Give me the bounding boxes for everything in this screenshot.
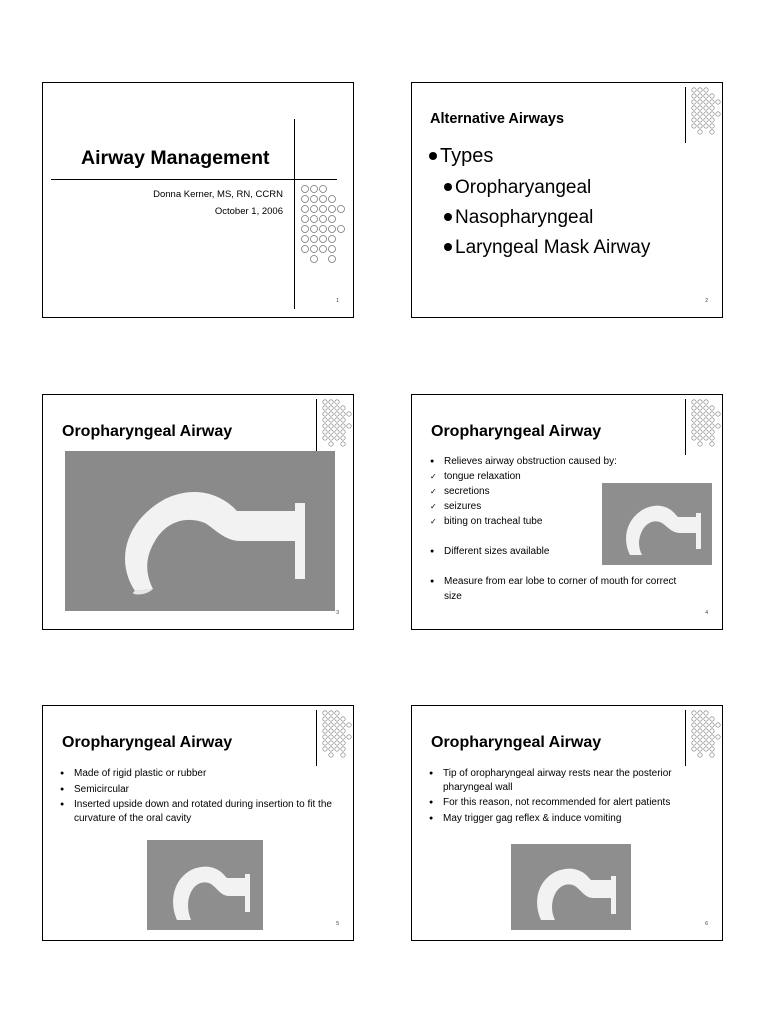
bullet-dot-icon: ● xyxy=(430,578,435,585)
check-icon: ✓ xyxy=(430,517,437,526)
slide-title: Oropharyngeal Airway xyxy=(431,734,602,751)
page-number: 5 xyxy=(336,921,339,927)
check-icon: ✓ xyxy=(430,502,437,511)
vertical-divider-line xyxy=(685,87,686,143)
sub-bullet: Nasopharyngeal xyxy=(444,207,593,229)
bullet-list xyxy=(429,767,711,825)
slide-3 xyxy=(42,394,354,630)
slide-title: Alternative Airways xyxy=(430,111,565,127)
airway-photo xyxy=(147,840,263,930)
bullet-list xyxy=(60,767,342,825)
bullet-dot-icon: ● xyxy=(60,785,65,793)
check-icon: ✓ xyxy=(430,487,437,496)
page-number: 3 xyxy=(336,610,339,616)
sub-bullet: Oropharyangeal xyxy=(444,177,591,199)
bullet-dot-icon: ● xyxy=(429,770,434,777)
page-number: 4 xyxy=(705,610,708,616)
bullet-dot-icon: ● xyxy=(60,801,65,808)
page-number: 1 xyxy=(336,298,339,304)
bullet-dot-icon: ● xyxy=(429,799,434,806)
bullet-dot-icon: ● xyxy=(430,548,435,555)
main-bullet: Types xyxy=(429,145,493,168)
list-item: ● Made of rigid plastic or rubber xyxy=(60,768,207,779)
list-item: ✓ secretions xyxy=(430,486,490,497)
bullet-dot-icon xyxy=(444,243,452,251)
presentation-date: October 1, 2006 xyxy=(214,206,283,217)
decorative-circles-icon xyxy=(691,710,723,758)
slide-title: Oropharyngeal Airway xyxy=(431,423,602,440)
list-item: ✓ seizures xyxy=(430,501,482,512)
list-item: ● Tip of oropharyngeal airway rests near the posterior pharyngeal wall xyxy=(429,768,672,793)
vertical-divider-line xyxy=(316,710,317,766)
vertical-divider-line xyxy=(685,710,686,766)
bullet-dot-icon: ● xyxy=(429,814,434,822)
sub-bullet: Laryngeal Mask Airway xyxy=(444,237,650,259)
bullet-dot-icon: ● xyxy=(430,458,435,465)
list-item: ● Relieves airway obstruction caused by: xyxy=(430,456,617,467)
presentation-title: Airway Management xyxy=(81,147,270,169)
slide-title: Oropharyngeal Airway xyxy=(62,734,233,751)
list-item: ● May trigger gag reflex & induce vomiting xyxy=(429,812,622,824)
decorative-circles-icon xyxy=(691,399,723,447)
vertical-divider-line xyxy=(685,399,686,455)
list-item: ✓ biting on tracheal tube xyxy=(430,516,543,527)
airway-photo xyxy=(65,451,335,611)
decorative-circles-icon xyxy=(322,399,354,447)
bullet-dot-icon xyxy=(429,152,437,160)
list-item: ● Inserted upside down and rotated during insertion to fit the curvature of the oral cavity xyxy=(60,799,332,824)
slide-6 xyxy=(411,705,723,941)
list-item: ● Different sizes available xyxy=(430,546,550,557)
slide-2 xyxy=(411,82,723,318)
slide-5 xyxy=(42,705,354,941)
list-item: ● For this reason, not recommended for alert patients xyxy=(429,797,671,808)
list-item: ● Measure from ear lobe to corner of mouth for correct size xyxy=(430,576,677,602)
bullet-dot-icon xyxy=(444,183,452,191)
slide-4 xyxy=(411,394,723,630)
slide-title: Oropharyngeal Airway xyxy=(62,423,233,440)
page-number: 2 xyxy=(705,298,708,304)
list-item: ✓ tongue relaxation xyxy=(430,471,521,482)
bullet-dot-icon xyxy=(444,213,452,221)
airway-photo xyxy=(511,844,631,930)
decorative-circles-icon xyxy=(322,710,354,758)
list-item: ● Semicircular xyxy=(60,783,130,795)
airway-photo xyxy=(602,483,712,565)
slide-1 xyxy=(42,82,354,318)
decorative-circles-icon xyxy=(300,184,350,264)
vertical-divider-line xyxy=(294,119,295,309)
check-icon: ✓ xyxy=(430,472,437,481)
page-number: 6 xyxy=(705,921,708,927)
decorative-circles-icon xyxy=(691,87,723,135)
author-name: Donna Kerner, MS, RN, CCRN xyxy=(153,189,283,200)
vertical-divider-line xyxy=(316,399,317,455)
bullet-dot-icon: ● xyxy=(60,770,65,777)
